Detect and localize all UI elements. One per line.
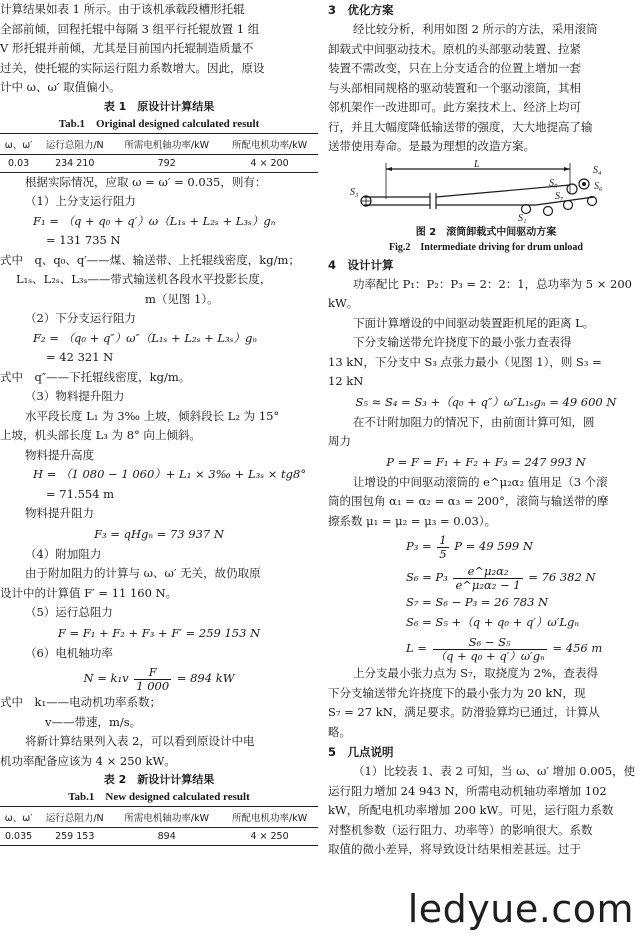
text-line: 经比较分析，利用如图 2 所示的方法，采用滚筒 bbox=[353, 22, 598, 36]
subheading: （3）物料提升阻力 bbox=[25, 389, 125, 403]
fraction-numerator: S₆ − S₅ bbox=[433, 636, 547, 650]
equation-part: L = bbox=[406, 641, 427, 655]
equation: F₃ = qHgₙ = 73 937 N bbox=[94, 526, 224, 541]
table-row bbox=[0, 828, 318, 846]
text-line: 全部前倾，回程托辊中每隔 3 组平行托辊放置 1 组 bbox=[0, 21, 260, 36]
equation-result: = 131 735 N bbox=[46, 233, 121, 247]
equation: F₁ = （q + q₀ + q′）ω（L₁ₛ + L₂ₛ + L₃ₛ）gₙ bbox=[33, 213, 276, 228]
text-line: 计中 ω、ω′ 取值偏小。 bbox=[0, 80, 121, 94]
table-header-cell: 所配电机功率/kW bbox=[232, 813, 308, 824]
text-line: 12 kN bbox=[328, 374, 364, 388]
fraction bbox=[433, 636, 547, 663]
fig2-caption-cn: 图 2 滚筒卸载式中间驱动方案 bbox=[415, 226, 557, 238]
text-line: V 形托辊并前倾，尤其是目前国内托辊制造质量不 bbox=[0, 41, 254, 55]
definition-line: m（见图 1）。 bbox=[145, 291, 219, 306]
table-cell: 4 × 200 bbox=[250, 157, 289, 169]
equation-part: P = 49 599 N bbox=[454, 539, 533, 553]
text-line: 设计中的计算值 F′ = 11 160 N。 bbox=[0, 585, 178, 600]
subheading: （1）上分支运行阻力 bbox=[25, 194, 136, 208]
text-line: 上坡，机头部长度 L₃ 为 8° 向上倾斜。 bbox=[0, 428, 201, 442]
equation: H = （1 080 − 1 060）+ L₁ × 3‰ + L₃ₛ × tg8° bbox=[33, 467, 307, 481]
fig2-caption-en: Fig.2 Intermediate driving for drum unload bbox=[389, 241, 583, 253]
fraction-denominator: （q + q₀ + q′）ω′gₙ bbox=[434, 648, 545, 663]
equation: S₇ = S₆ − P₃ = 26 783 N bbox=[406, 595, 549, 609]
table-header-cell: 运行总阻力/N bbox=[45, 139, 104, 151]
definition-line: 式中 q、q₀、q′——煤、输送带、上托辊线密度，kg/m； bbox=[0, 252, 300, 267]
dimension-arrow bbox=[564, 167, 570, 171]
fraction-denominator: 5 bbox=[439, 546, 447, 561]
equation-part: = 894 kW bbox=[176, 671, 235, 685]
label-S6: S₆ bbox=[594, 180, 603, 192]
table1-caption-cn: 表 1 原设计计算结果 bbox=[103, 99, 215, 113]
table-header-cell: 所配电机功率/kW bbox=[232, 139, 308, 151]
text-line: 邻机架作一改进即可。此方案技术上、经济上均可 bbox=[328, 100, 581, 114]
fraction-denominator: e^μ₂α₂ − 1 bbox=[455, 577, 521, 592]
table-header-cell: ω、ω′ bbox=[4, 139, 33, 151]
drive-diagram bbox=[346, 159, 626, 225]
table-header-cell: 所需电机轴功率/kW bbox=[124, 139, 209, 151]
table1-caption-en: Tab.1 Original designed calculated result bbox=[58, 117, 260, 130]
text-line: S₇ = 27 kN，满足要求。防滑验算均已通过，计算从 bbox=[328, 705, 600, 719]
fraction bbox=[134, 666, 171, 693]
equation-result: = 42 321 N bbox=[46, 350, 114, 364]
dimension-arrow bbox=[386, 167, 392, 171]
fraction-denominator: 1 000 bbox=[136, 678, 170, 693]
text-line: 下面计算增设的中间驱动装置距机尾的距离 L。 bbox=[353, 315, 595, 330]
text-line: （1）比较表 1、表 2 可知，当 ω、ω′ 增加 0.005，使 bbox=[353, 764, 636, 778]
left-column bbox=[0, 0, 318, 937]
equation: P = F = F₁ + F₂ + F₃ = 247 993 N bbox=[386, 454, 586, 469]
subheading: （5）运行总阻力 bbox=[25, 605, 113, 619]
table-cell: 0.035 bbox=[4, 831, 33, 842]
text-line: 装置不需改变，只在上分支适合的位置上增加一套 bbox=[328, 61, 581, 75]
definition-line: 式中 q″——下托辊线密度，kg/m。 bbox=[0, 369, 191, 384]
text-line: 13 kN，下分支中 S₃ 点张力最小（见图 1），则 S₃ = bbox=[328, 354, 602, 369]
text-line: 机功率配备应该为 4 × 250 kW。 bbox=[0, 753, 176, 768]
text-line: 在不计附加阻力的情况下，由前面计算可知，圆 bbox=[353, 414, 595, 429]
fraction-numerator: F bbox=[134, 666, 171, 680]
definition-line: v——带速，m/s。 bbox=[45, 714, 142, 729]
section-heading-4: 4 设计计算 bbox=[328, 257, 394, 272]
fraction-numerator: 1 bbox=[439, 532, 447, 547]
text-line: kW。 bbox=[328, 296, 359, 310]
drive-hub bbox=[582, 182, 586, 186]
text-line: 功率配比 P₁：P₂：P₃ = 2：2：1，总功率为 5 × 200 bbox=[353, 276, 632, 291]
lower-drum bbox=[544, 206, 553, 215]
equation-part: N = k₁v bbox=[83, 671, 129, 685]
text-line: 上分支最小张力点为 S₇，取挠度为 2%，查表得 bbox=[353, 666, 599, 680]
equation-part: S₆ = P₃ bbox=[406, 570, 448, 584]
text-line: 由于附加阻力的计算与 ω、ω′ 无关，故仍取原 bbox=[25, 566, 261, 580]
text-line: kW，所配电机功率增加 200 kW。可见，运行阻力系数 bbox=[328, 803, 614, 817]
subheading: （2）下分支运行阻力 bbox=[25, 311, 136, 325]
equation-part: P₃ = bbox=[406, 539, 432, 553]
text-line: 擦系数 μ₁ = μ₂ = μ₃ = 0.03）。 bbox=[328, 513, 497, 528]
table-header-cell: 运行总阻力/N bbox=[45, 813, 104, 824]
equation: F₂ = （q₀ + q″）ω″（L₁ₛ + L₂ₛ + L₃ₛ）gₙ bbox=[33, 330, 258, 345]
text-line: 将新计算结果列入表 2，可以看到原设计中电 bbox=[25, 734, 255, 748]
equation-part: = 456 m bbox=[552, 641, 603, 655]
definition-line: 式中 k₁——电动机功率系数； bbox=[0, 695, 162, 709]
equation: S₅ ≈ S₄ = S₃ +（q₀ + q″）ω″L₁ₛgₙ = 49 600 N bbox=[355, 394, 617, 409]
section-heading-5: 5 几点说明 bbox=[328, 745, 394, 759]
table1 bbox=[0, 133, 318, 173]
text-line: 运行阻力增加 24 943 N，所需电动机轴功率增加 102 bbox=[328, 783, 607, 798]
text-line: 让增设的中间驱动滚筒的 e^μ₂α₂ 值用足（3 个滚 bbox=[353, 474, 608, 489]
text-line: 略。 bbox=[328, 724, 351, 739]
text-line: 水平段长度 L₁ 为 3‰ 上坡，倾斜段长 L₂ 为 15° bbox=[25, 408, 280, 423]
right-column bbox=[328, 0, 644, 937]
table-row bbox=[0, 154, 318, 172]
table2-caption-cn: 表 2 新设计计算结果 bbox=[103, 773, 215, 786]
text-line: 过关，使托辊的实际运行阻力系数增大。因此，原设 bbox=[0, 60, 265, 75]
table-header-cell: 所需电机轴功率/kW bbox=[124, 813, 209, 824]
text-line: 卸载式中间驱动技术。原机的头部驱动装置、拉紧 bbox=[328, 41, 581, 56]
label-S7: S₇ bbox=[555, 190, 564, 202]
text-line: 下分支输送带允许挠度下的最小张力查表得 bbox=[353, 335, 572, 349]
label-S4: S₄ bbox=[593, 164, 602, 176]
intro-paragraph bbox=[0, 0, 318, 98]
equation: F = F₁ + F₂ + F₃ + F′ = 259 153 N bbox=[57, 625, 261, 640]
equation-power bbox=[0, 663, 318, 693]
table-header-cell: ω、ω′ bbox=[4, 813, 33, 824]
equation-part: = 76 382 N bbox=[528, 570, 596, 584]
table2 bbox=[0, 806, 318, 846]
text-line: 送带使用寿命。是最为理想的改造方案。 bbox=[328, 139, 535, 153]
fraction bbox=[453, 565, 522, 592]
table-cell: 792 bbox=[157, 157, 176, 169]
lower-drum bbox=[564, 200, 573, 209]
table-cell: 234 210 bbox=[55, 157, 95, 169]
section-heading-3: 3 优化方案 bbox=[328, 3, 394, 17]
table2-caption-en: Tab.1 New designed calculated result bbox=[68, 791, 250, 803]
table-cell: 259 153 bbox=[55, 831, 95, 842]
text-line: 行，并且大幅度降低输送带的强度，大大地提高了输 bbox=[328, 119, 593, 134]
subheading: （4）附加阻力 bbox=[25, 546, 102, 561]
fraction-numerator: e^μ₂α₂ bbox=[453, 565, 522, 579]
label-L: L bbox=[474, 158, 480, 170]
equation: S₆ = S₅ +（q + q₀ + q′）ω′Lgₙ bbox=[406, 614, 580, 629]
text-line: 筒的围包角 α₁ = α₂ = α₃ = 200°，滚筒与输送带的摩 bbox=[328, 494, 609, 508]
text-line: 下分支输送带允许挠度下的最小张力为 20 kN，现 bbox=[328, 685, 586, 700]
table-header-row bbox=[0, 807, 318, 828]
text-line: 计算结果如表 1 所示。由于该机承载段槽形托辊 bbox=[0, 2, 245, 16]
text-line: 与头部相同规格的驱动装置和一个驱动滚筒，其相 bbox=[328, 80, 581, 95]
fraction bbox=[437, 534, 448, 561]
label-S3: S₃ bbox=[350, 186, 359, 198]
table-cell: 894 bbox=[157, 831, 176, 842]
text-line: 物料提升阻力 bbox=[25, 506, 94, 520]
equation-l bbox=[328, 632, 644, 664]
label-S5: S₅ bbox=[549, 177, 558, 189]
intermediate-drive-drum bbox=[567, 184, 577, 194]
equation-s6 bbox=[328, 561, 644, 593]
watermark: ledyue.com bbox=[404, 887, 638, 931]
text-line: 对整机参数（运行阻力、功率等）的影响很大。系数 bbox=[328, 822, 593, 837]
text-line: 取值的微小差异，将导致设计结果相差甚远。过于 bbox=[328, 842, 581, 856]
subheading: （6）电机轴功率 bbox=[25, 645, 113, 660]
text-line: 物料提升高度 bbox=[25, 447, 94, 462]
table-cell: 4 × 250 bbox=[250, 831, 289, 842]
table-cell: 0.03 bbox=[8, 157, 30, 169]
equation-p3 bbox=[328, 531, 644, 561]
definition-line: L₁ₛ、L₂ₛ、L₃ₛ——带式输送机各段水平投影长度， bbox=[16, 272, 272, 286]
table-header-row bbox=[0, 133, 318, 154]
text-line: 周力 bbox=[328, 434, 351, 448]
equation-result: = 71.554 m bbox=[46, 486, 115, 501]
text-line: 根据实际情况，应取 ω = ω′ = 0.035，则有： bbox=[25, 174, 267, 189]
label-S1: S₁ bbox=[518, 212, 527, 224]
